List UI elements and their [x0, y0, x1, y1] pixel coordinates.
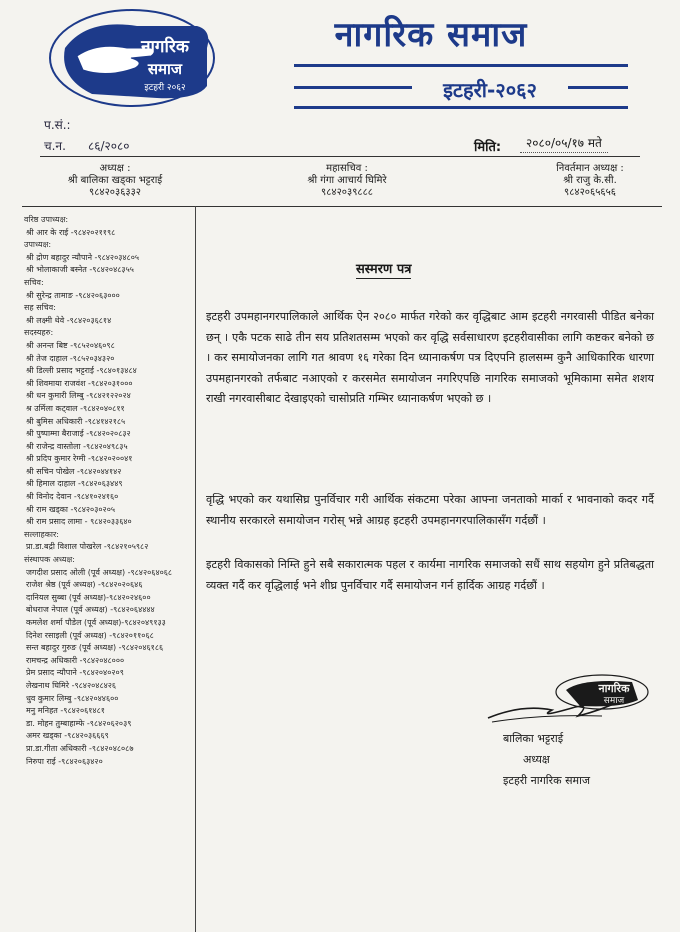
- sidebar-member: बोधराज नेपाल (पूर्व अध्यक्ष) -९८४२०६४४४४: [26, 605, 155, 615]
- sidebar-member: जगदीश प्रसाद ओली (पूर्व अध्यक्ष) -९८४२०६४०६८: [26, 567, 173, 577]
- org-name: नागरिक समाज: [334, 15, 528, 55]
- sidebar-section-heading: वरिष्ठ उपाध्यक्ष:: [24, 215, 69, 224]
- sidebar-member: श्री प्रदिप कुमार रेग्मी -९८४२०२००४१: [26, 454, 133, 464]
- date-label: मिति:: [474, 140, 502, 155]
- signature-stamp: [482, 674, 652, 726]
- sidebar-member: श्री विनोद देवान -९८४१०२४१६०: [26, 492, 119, 502]
- sidebar-member: श्री अनन्त बिष्ट -९८५२०४६०९८: [26, 340, 115, 350]
- sidebar-member: लेखनाथ घिमिरे -९८४२०४८४२६: [26, 680, 117, 690]
- sidebar-member: श्री तेज दाहाल -९८५२०३४३२०: [26, 353, 115, 363]
- header-divider: [40, 156, 640, 157]
- sidebar-divider: [195, 206, 196, 932]
- sidebar-member: राजेश श्रेष्ठ (पूर्व अध्यक्ष) -९८४२०२०६४६: [26, 580, 143, 590]
- letter-paragraph-1: इटहरी उपमहानगरपालिकाले आर्थिक ऐन २०८० मार्फत गरेको कर वृद्धिबाट आम इटहरी नगरवासी पीडित बनेका छन् । एकै पटक साढे तीन सय प्रतिशतसम्म भएको कर वृद्धि सर्वसाधारण इटहरीवासीका लागि कष्टकर बनेको छ । कर समायोजनका लागि गत श्रावण १६ गरेका दिन ध्यानाकर्षण पत्र दिएपनि हालसम्म कुनै आधिकारिक धारणा उपमहानगरको तर्फबाट नआएको र करसमेत समायोजन नगरिएपछि नागरिक समाजको भूमिकामा समेत शशय राखी नगरवासीबाट देखाइएको चासोप्रति गम्भिर ध्यानाकर्षण भएको छ ।: [206, 310, 654, 406]
- sidebar-member: श्री द्रोण बहादुर न्यौपाने -९८४२०३४८०५: [26, 252, 140, 262]
- sidebar-section-heading: संस्थापक अध्यक्ष:: [24, 555, 75, 565]
- sidebar-member: सन्त बहादुर गुरुङ (पूर्व अध्यक्ष) -९८४२०४६१८६: [26, 643, 164, 653]
- official-secretary-general: [272, 163, 422, 199]
- date-value: २०८०/०५/१७ मते: [520, 134, 608, 153]
- officials-divider: [22, 206, 662, 207]
- sidebar-member: श्री भोलाकाजी बस्नेत -९८४२०४८३५५: [26, 265, 134, 275]
- official-name: श्री गंगा आचार्य घिमिरे: [307, 175, 387, 186]
- sidebar-member: मनु मनिहत -९८४२०६१४८१: [26, 706, 105, 716]
- sidebar-member: प्रेम प्रसाद न्यौपाने -९८४२०४०२०९: [26, 668, 124, 678]
- header-rule-right: [568, 86, 628, 89]
- signatory-name: बालिका भट्टराई: [503, 732, 564, 745]
- patra-sankhya-label: प.सं.:: [44, 118, 71, 132]
- logo-text-3: इटहरी २०६२: [144, 83, 186, 93]
- sidebar-member: श्री डिल्ली प्रसाद भट्टराई -९८४०१३४८४: [26, 366, 137, 376]
- sidebar-member: दिनेश रसाइली (पूर्व अध्यक्ष) -९८४२०११०६८: [26, 630, 154, 640]
- logo-text-1: नागरिक: [141, 37, 189, 57]
- official-president: [40, 163, 190, 199]
- official-phone: ९८४२०६५६५६: [564, 187, 616, 198]
- sidebar-member: श्री हिमाल दाहाल -९८४२०६३४४९: [26, 479, 123, 489]
- sidebar-member: श्री बुमिस अधिकारी -९८४१४२१८५: [26, 416, 126, 426]
- sidebar-section-heading: सदस्यहरु:: [24, 328, 54, 338]
- official-phone: ९८४२०३९८८८: [321, 187, 373, 198]
- official-name: श्री राजु के.सी.: [563, 175, 617, 186]
- sidebar-member: श्री राम प्रसाद लामा - ९८४२०३३६४०: [26, 517, 132, 527]
- sidebar-member: धुव कुमार लिम्बु -९८४२०४४६००: [26, 693, 119, 703]
- sidebar-member: कमलेश शर्मा पौडेल (पूर्व अध्यक्ष)-९८४२०४९१३३: [26, 618, 166, 627]
- header-rule-left: [294, 86, 412, 89]
- org-logo: [47, 8, 217, 108]
- sidebar-member: अमर खड्का -९८४२०३६६६९: [26, 731, 109, 741]
- sidebar-member: श्री पुष्पाम्मा बैराजाई -९८४२०२०८३२: [26, 429, 131, 439]
- sidebar-member: श्री सुरेन्द्र तामाङ -९८४२०६३०००: [26, 290, 120, 300]
- stamp-text-1: नागरिक: [598, 682, 630, 695]
- sidebar-member: श्री सचिन पोखेल -९८४२०४४१४२: [26, 466, 122, 476]
- org-subtitle: इटहरी-२०६२: [443, 78, 537, 102]
- official-former-president: [520, 163, 660, 199]
- sidebar-member: रामचन्द्र अधिकारी -९८४२०४८०००: [26, 655, 125, 665]
- sidebar-member: प्रा.डा.बद्री विशाल पोखरेल -९८४२१०५९८२: [26, 542, 149, 552]
- sidebar-section-heading: सह सचिव:: [24, 303, 56, 313]
- letter-paragraph-2: वृद्धि भएको कर यथासिघ्र पुनर्विचार गरी आर्थिक संकटमा परेका आफ्ना जनताको मार्का र भावनाको कदर गर्दै स्थानीय सरकारले समायोजन गरोस् भन्ने आग्रह इटहरी उपमहानगरपालिकासँग गर्दछौं ।: [206, 493, 654, 527]
- official-role: निवर्तमान अध्यक्ष :: [556, 163, 624, 174]
- sidebar-member: श्री राजेन्द्र वास्तोला -९८४२०४९८३५: [26, 441, 128, 451]
- sidebar-member: निरुपा राई -९८४२०६३४२०: [26, 756, 103, 766]
- official-role: अध्यक्ष :: [99, 163, 131, 174]
- letter-paragraph-3: इटहरी विकासको निम्ति हुने सबै सकारात्मक पहल र कार्यमा नागरिक समाजको सधैं साथ सहयोग हुने प्रतिबद्धता व्यक्त गर्दै कर वृद्धिलाई भने शीघ्र पुनर्विचार गर्दै समायोजन गर्न हार्दिक आग्रह गर्दछौं ।: [206, 558, 654, 592]
- header-rule-top: [294, 64, 628, 67]
- sidebar-member: श्री लक्ष्मी थेवे -९८४२०३६८१४: [26, 315, 112, 325]
- official-phone: ९८४२०३६३३२: [89, 187, 141, 198]
- sidebar-member: श्री राम खड्का -९८४२०३०२०५: [26, 504, 116, 514]
- sidebar-member: श्री धन कुमारी लिम्बु -९८४२१२२०२४: [26, 391, 131, 401]
- header-rule-bottom: [294, 106, 628, 109]
- official-role: महासचिव :: [326, 163, 368, 174]
- chalani-number-label: च.न.: [44, 139, 66, 153]
- sidebar-member: श्री आर के राई -९८४२०२११९८: [26, 227, 116, 237]
- signatory-role: अध्यक्ष: [523, 753, 550, 766]
- sidebar-member: श्र उर्मिला कट्वाल -९८४२०४०८११: [26, 403, 125, 413]
- sidebar-section-heading: सल्लाहकार:: [24, 529, 59, 539]
- sidebar-section-heading: उपाध्यक्ष:: [24, 240, 52, 250]
- sidebar-member: दानियल सुब्बा (पूर्व अध्यक्ष)-९८४२०२४६००: [26, 592, 151, 602]
- sidebar-section-heading: सचिव:: [24, 277, 44, 287]
- stamp-text-2: समाज: [603, 696, 625, 706]
- signatory-org: इटहरी नागरिक समाज: [503, 774, 591, 787]
- member-sidebar: [24, 214, 194, 768]
- official-name: श्री बालिका खड्का भट्टराई: [67, 175, 163, 186]
- signatory-block: [503, 728, 590, 791]
- sidebar-member: प्रा.डा.गीता अधिकारी -९८४२०४८०८७: [26, 743, 134, 753]
- logo-text-2: समाज: [147, 60, 183, 78]
- letter-title: सस्मरण पत्र: [356, 259, 411, 279]
- sidebar-member: श्री शिवमाया राजवंश -९८४२०३१०००: [26, 378, 133, 388]
- sidebar-member: डा. मोहन तुम्बाहाम्फे -९८४२०६२०३९: [26, 718, 132, 728]
- chalani-number: ८६/२०८०: [88, 139, 130, 153]
